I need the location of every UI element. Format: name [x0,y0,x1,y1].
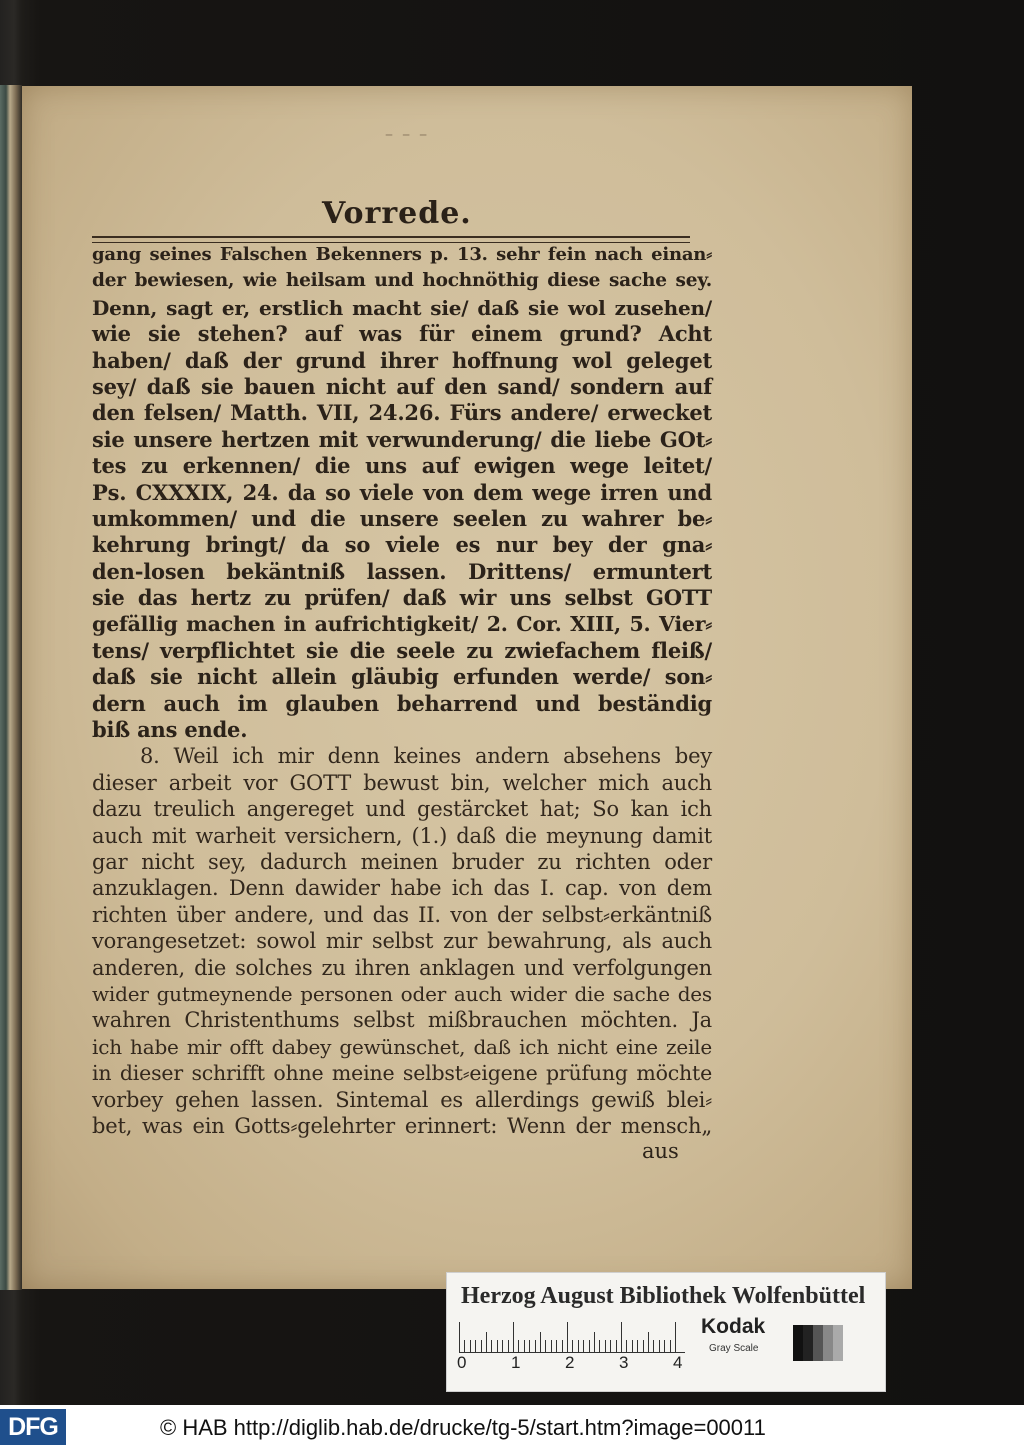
catchword: aus [642,1139,679,1163]
text-line: kehrung bringt/ da so viele es nur bey der gna⸗ [92,532,712,558]
text-line: auch mit warheit versichern, (1.) daß die meynung damit [92,823,712,848]
text-line: 8. Weil ich mir denn keines andern absehens bey [140,744,712,769]
kodak-logo: Kodak [701,1315,766,1338]
color-card [446,1272,886,1392]
text-line: gefällig machen in aufrichtigkeit/ 2. Cor. XIII, 5. Vier⸗ [92,612,712,637]
ruler-tick [594,1332,595,1352]
text-line: anzuklagen. Denn dawider habe ich das I. cap. von dem [92,876,712,901]
ruler-tick [540,1332,541,1352]
ruler-tick [491,1340,492,1352]
gray-patch [813,1325,823,1361]
text-line: bet, was ein Gotts⸗gelehrter erinnert: Wenn der mensch„ [92,1113,712,1138]
ruler-number: 2 [565,1353,575,1372]
ruler-tick [675,1322,676,1352]
text-line: dazu treulich angereget und gestärcket hat; So kan ich [92,797,712,822]
text-line: tes zu erkennen/ die uns auf ewigen wege leitet/ [92,453,712,479]
ruler-tick [524,1340,525,1352]
text-line: wahren Christenthums selbst mißbrauchen möchten. Ja [92,1008,712,1033]
ruler-tick [513,1322,514,1352]
ruler-tick [481,1340,482,1352]
text-line: Denn, sagt er, erstlich macht sie/ daß sie wol zusehen/ [92,295,712,320]
ruler-tick [589,1340,590,1352]
ruler-tick [583,1340,584,1352]
text-line: sie unsere hertzen mit verwunderung/ die liebe GOt⸗ [92,426,712,452]
ruler-tick [464,1340,465,1352]
ruler-tick [502,1340,503,1352]
text-block [92,242,712,1139]
ruler-tick [599,1340,600,1352]
ruler-tick [470,1340,471,1352]
library-name: Herzog August Bibliothek Wolfenbüttel [461,1283,866,1309]
text-line: Ps. CXXXIX, 24. da so viele von dem wege irren und [92,479,712,505]
text-line: in dieser schrifft ohne meine selbst⸗eigene prüfung möchte [92,1061,712,1086]
ruler-tick [486,1332,487,1352]
text-line: daß sie nicht allein gläubig erfunden werde/ son⸗ [92,664,712,690]
ruler-number: 0 [457,1353,467,1372]
gray-patch [833,1325,843,1361]
ruler-tick [578,1340,579,1352]
ruler-tick [459,1322,460,1352]
ruler-tick [508,1340,509,1352]
text-line: gar nicht sey, dadurch meinen bruder zu richten oder [92,849,712,874]
text-line: den felsen/ Matth. VII, 24.26. Fürs andere/ erwecket [92,400,712,426]
ruler-tick [659,1340,660,1352]
gray-patch [823,1325,833,1361]
text-line: den-losen bekäntniß lassen. Drittens/ ermuntert [92,558,712,584]
text-line: dern auch im glauben beharrend und beständig [92,690,712,716]
ruler-tick [643,1340,644,1352]
book-page [22,86,912,1289]
page-header: Vorrede. [322,196,472,231]
book-edge [0,85,22,1290]
ruler-tick [562,1340,563,1352]
ruler [459,1320,685,1353]
ruler-tick [518,1340,519,1352]
ruler-tick [632,1340,633,1352]
dfg-logo: DFG [0,1409,66,1445]
gray-scale-patches [793,1325,843,1361]
text-line: vorbey gehen lassen. Sintemal es allerdings gewiß blei⸗ [92,1087,712,1112]
ruler-tick [572,1340,573,1352]
ruler-tick [664,1340,665,1352]
ruler-tick [551,1340,552,1352]
ruler-tick [535,1340,536,1352]
ruler-number: 4 [673,1353,683,1372]
ruler-number: 3 [619,1353,629,1372]
text-line: biß ans ende. [92,717,248,743]
text-line: der bewiesen, wie heilsam und hochnöthig diese sache sey. [92,270,712,292]
text-line: tens/ verpflichtet sie die seele zu zwiefachem fleiß/ [92,637,712,663]
ruler-tick [529,1340,530,1352]
ruler-tick [605,1340,606,1352]
copyright-url: © HAB http://diglib.hab.de/drucke/tg-5/start.htm?image=00011 [160,1415,766,1440]
kodak-subtitle: Gray Scale [709,1343,759,1354]
text-line: dieser arbeit vor GOTT bewust bin, welcher mich auch [92,770,712,795]
text-line: wie sie stehen? auf was für einem grund? Acht [92,321,712,347]
ruler-tick [545,1340,546,1352]
gray-patch [793,1325,803,1361]
ruler-tick [637,1340,638,1352]
ruler-tick [497,1340,498,1352]
footer-bar [0,1405,1024,1449]
ruler-tick [610,1340,611,1352]
text-line: wider gutmeynende personen oder auch wider die sache des [92,981,712,1006]
page-mark: – – – [385,124,430,143]
ruler-tick [648,1332,649,1352]
text-line: vorangesetzet: sowol mir selbst zur bewahrung, als auch [92,929,712,954]
ruler-number: 1 [511,1353,521,1372]
ruler-tick [621,1322,622,1352]
text-line: richten über andere, und das II. von der selbst⸗erkäntniß [92,902,712,927]
text-line: sie das hertz zu prüfen/ daß wir uns selbst GOTT [92,585,712,611]
ruler-tick [567,1322,568,1352]
ruler-tick [670,1340,671,1352]
text-line: sey/ daß sie bauen nicht auf den sand/ sondern auf [92,373,712,399]
text-line: gang seines Falschen Bekenners p. 13. sehr fein nach einan⸗ [92,244,712,265]
ruler-tick [616,1340,617,1352]
text-line: haben/ daß der grund ihrer hoffnung wol geleget [92,347,712,373]
gray-patch [803,1325,813,1361]
ruler-tick [653,1340,654,1352]
ruler-tick [556,1340,557,1352]
text-line: anderen, die solches zu ihren anklagen und verfolgungen [92,955,712,980]
text-line: ich habe mir offt dabey gewünschet, daß ich nicht eine zeile [92,1034,712,1059]
text-line: umkommen/ und die unsere seelen zu wahrer be⸗ [92,505,712,531]
ruler-tick [475,1340,476,1352]
ruler-tick [626,1340,627,1352]
